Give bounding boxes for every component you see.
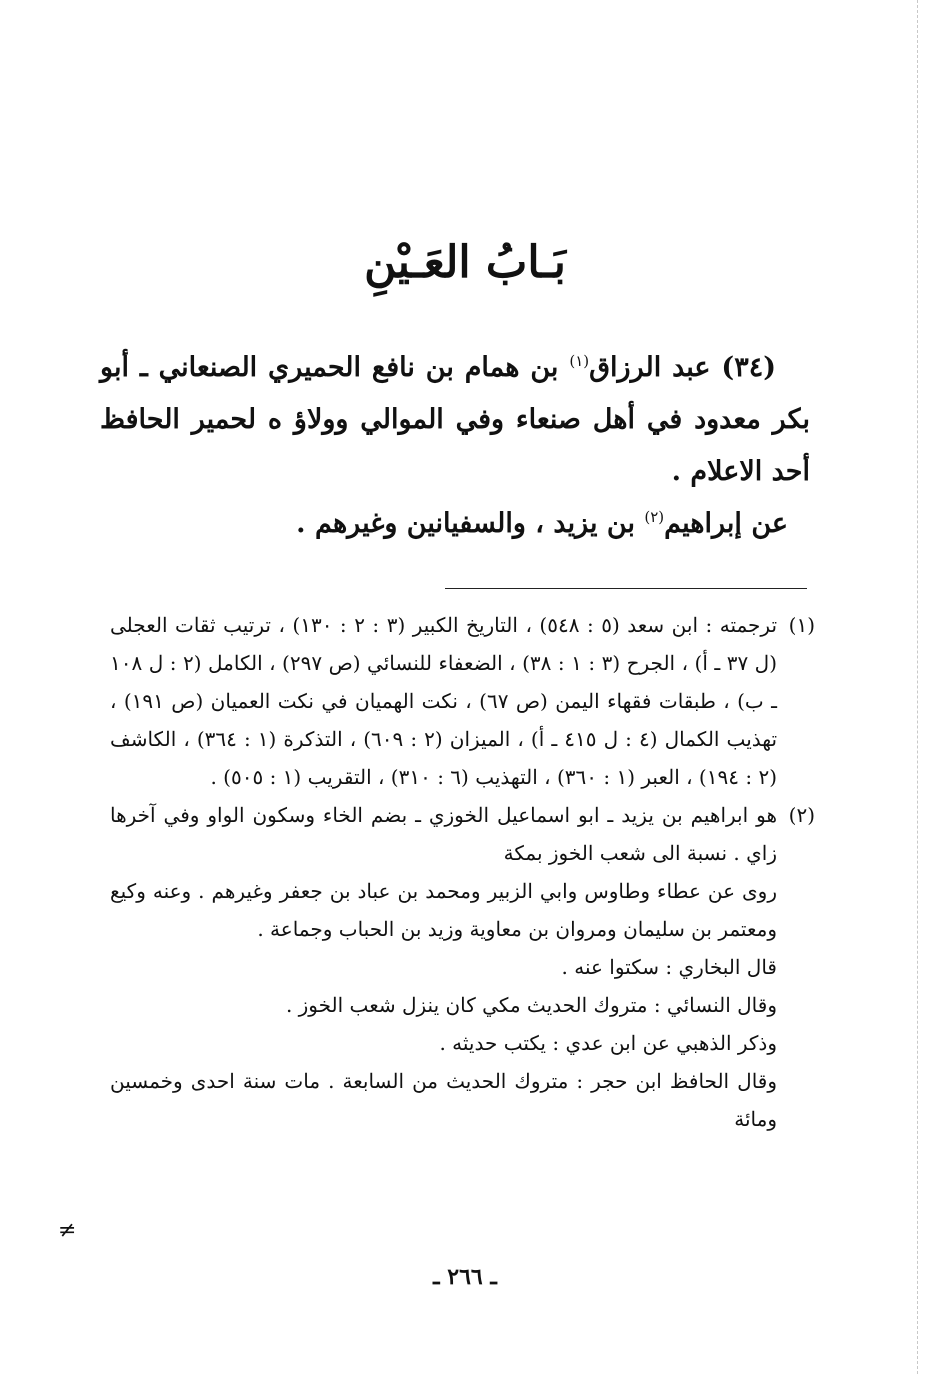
footnote-2-line: وذكر الذهبي عن ابن عدي : يكتب حديثه . — [439, 1031, 777, 1055]
footnote-2 — [110, 796, 815, 872]
footnote-2-line: وقال الحافظ ابن حجر : متروك الحديث من السابعة . مات سنة احدى وخمسين ومائة — [110, 1069, 778, 1131]
footnote-2-text: هو ابراهيم بن يزيد ـ ابو اسماعيل الخوزي ـ بضم الخاء وسكون الواو وفي آخرها زاي . نسبة الى شعب الخوز بمكة — [110, 803, 777, 865]
entry-narration — [100, 498, 810, 550]
entry-number: (٣٤) — [721, 352, 776, 383]
chapter-title: بَـابُ العَـيْنِ — [364, 237, 566, 288]
footnote-2-line: روى عن عطاء وطاوس وابي الزبير ومحمد بن عباد بن جعفر وغيرهم . وعنه وكيع ومعتمر بن سليمان ومروان بن معاوية وزيد بن الحباب وجماعة . — [110, 879, 777, 941]
biography-entry — [100, 342, 810, 550]
entry-heading-paragraph — [100, 342, 810, 498]
entry-name-continuation: بن همام بن نافع الحميري الصنعاني ـ — [139, 352, 559, 383]
footnote-divider — [445, 588, 807, 589]
entry-description: أبو بكر معدود في أهل صنعاء وفي الموالي وولاؤ ه لحمير الحافظ أحد الاعلام . — [100, 352, 810, 487]
page-number: ـ ٢٦٦ ـ — [433, 1264, 497, 1290]
footnote-ref-2[interactable]: (٢) — [644, 508, 665, 526]
entry-name: عبد الرزاق — [589, 352, 711, 383]
margin-mark: ≠ — [58, 1218, 77, 1243]
footnote-2-line: قال البخاري : سكتوا عنه . — [561, 955, 777, 979]
footnote-1 — [110, 606, 815, 796]
footnotes-section — [110, 606, 815, 1138]
footnote-2-number: (٢) — [788, 803, 815, 827]
narration-end: بن يزيد ، والسفيانين وغيرهم . — [296, 508, 635, 539]
footnote-2-line: وقال النسائي : متروك الحديث مكي كان ينزل شعب الخوز . — [285, 993, 777, 1017]
footnote-ref-1[interactable]: (١) — [569, 352, 590, 370]
footnote-1-number: (١) — [788, 613, 815, 637]
footnote-1-text: ترجمته : ابن سعد (٥ : ٥٤٨) ، التاريخ الكبير (٣ : ٢ : ١٣٠) ، ترتيب ثقات العجلى (ل ٣٧ ـ أ) ، الجرح (٣ : ١ : ٣٨) ، الضعفاء للنسائي (ص ٢٩٧) ، الكامل (٢ : ل ١٠٨ ـ ب) ، طبقات فقهاء اليمن (ص ٦٧) ، نكت الهميان في نكت العميان (ص ١٩١) ، تهذيب الكمال (٤ : ل ٤١٥ ـ أ) ، الميزان (٢ : ٦٠٩) ، التذكرة (١ : ٣٦٤) ، الكاشف (٢ : ١٩٤) ، العبر (١ : ٣٦٠) ، التهذيب (٦ : ٣١٠) ، التقريب (١ : ٥٠٥) . — [110, 613, 778, 789]
narration-start: عن إبراهيم — [664, 508, 788, 539]
scan-edge-line — [917, 0, 918, 1374]
